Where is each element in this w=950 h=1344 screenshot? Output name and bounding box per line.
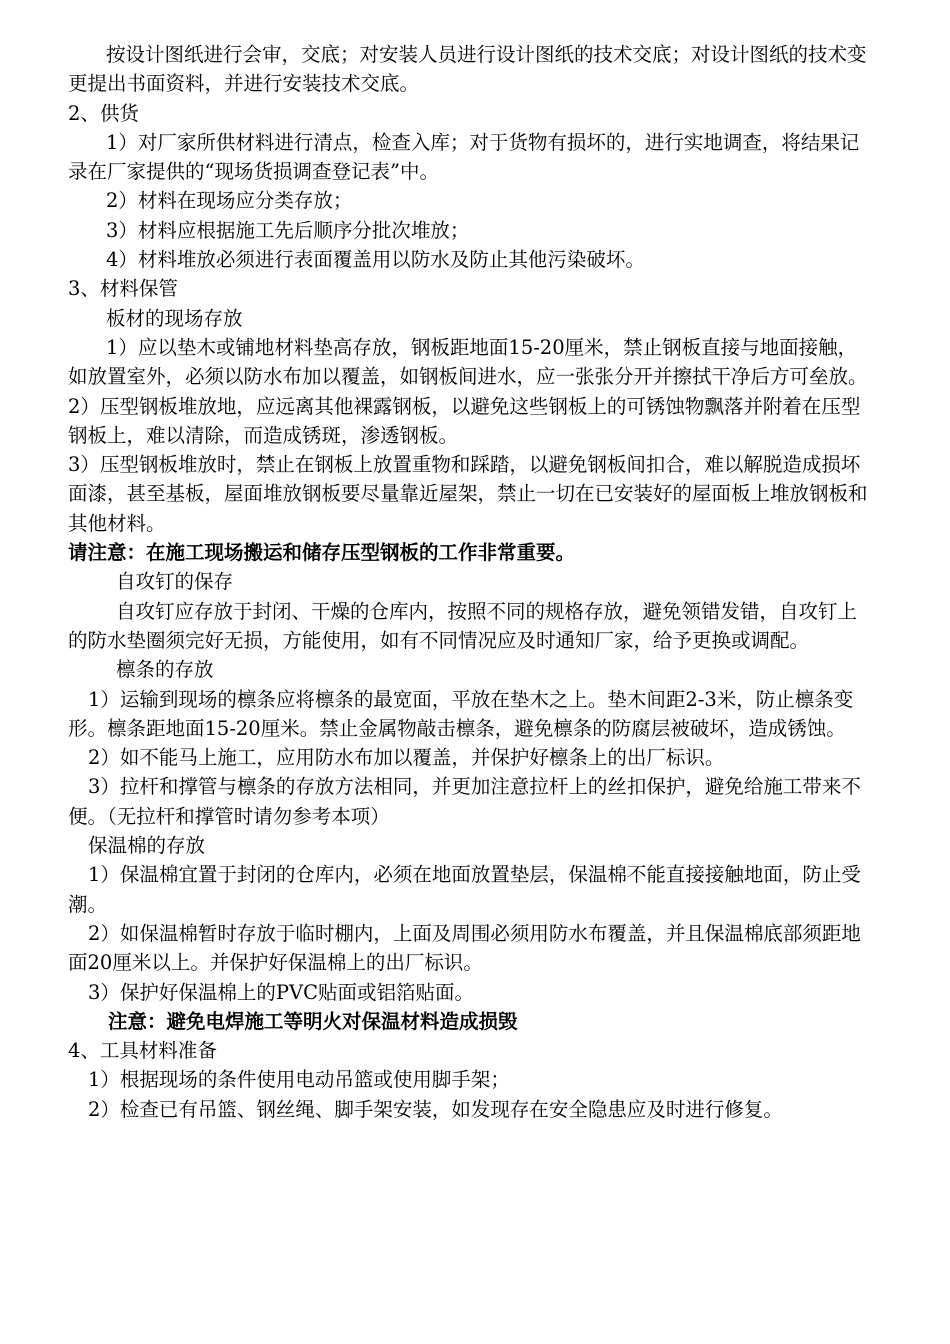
subheading-board: 板材的现场存放 bbox=[106, 306, 243, 330]
list-item: 4）材料堆放必须进行表面覆盖用以防水及防止其他污染破坏。 bbox=[106, 248, 645, 272]
list-item: 3）拉杆和撑管与檩条的存放方法相同，并更加注意拉杆上的丝扣保护，避免给施工带来不便。（无拉杆和撑管时请勿参考本项） bbox=[68, 775, 861, 828]
list-item: 1）保温棉宜置于封闭的仓库内，必须在地面放置垫层，保温棉不能直接接触地面，防止受潮。 bbox=[68, 863, 861, 916]
list-item: 1）对厂家所供材料进行清点，检查入库；对于货物有损坏的，进行实地调查，将结果记录在厂家提供的“现场货损调查登记表”中。 bbox=[68, 130, 860, 184]
list-item: 3）材料应根据施工先后顺序分批次堆放； bbox=[106, 218, 470, 242]
section-heading-storage: 3、材料保管 bbox=[68, 277, 178, 301]
list-item: 2）材料在现场应分类存放； bbox=[106, 189, 353, 213]
document-page bbox=[68, 40, 874, 1124]
subheading-purlin: 檩条的存放 bbox=[116, 658, 214, 682]
intro-paragraph: 按设计图纸进行会审，交底；对安装人员进行设计图纸的技术交底；对设计图纸的技术变更提出书面资料，并进行安装技术交底。 bbox=[68, 43, 867, 96]
list-item: 3）保护好保温棉上的PVC贴面或铝箔贴面。 bbox=[88, 980, 475, 1004]
list-item: 2）如保温棉暂时存放于临时棚内，上面及周围必须用防水布覆盖，并且保温棉底部须距地面20厘米以上。并保护好保温棉上的出厂标识。 bbox=[68, 921, 861, 975]
subheading-screw: 自攻钉的保存 bbox=[116, 570, 234, 594]
board-note: 请注意：在施工现场搬运和储存压型钢板的工作非常重要。 bbox=[68, 541, 576, 565]
list-item: 1）应以垫木或铺地材料垫高存放，钢板距地面15-20厘米，禁止钢板直接与地面接触，如放置室外，必须以防水布加以覆盖，如钢板间进水，应一张张分开并擦拭干净后方可垒放。 bbox=[68, 335, 868, 389]
list-item: 2）检查已有吊篮、钢丝绳、脚手架安装，如发现存在安全隐患应及时进行修复。 bbox=[88, 1097, 783, 1121]
section-heading-tools: 4、工具材料准备 bbox=[68, 1039, 217, 1063]
insulation-note: 注意：避免电焊施工等明火对保温材料造成损毁 bbox=[108, 1009, 518, 1033]
section-heading-supply: 2、供货 bbox=[68, 101, 139, 125]
list-item: 1）根据现场的条件使用电动吊篮或使用脚手架； bbox=[88, 1068, 510, 1092]
list-item: 1）运输到现场的檩条应将檩条的最宽面，平放在垫木之上。垫木间距2-3米，防止檩条变形。檩条距地面15-20厘米。禁止金属物敲击檩条，避免檩条的防腐层被破坏，造成锈蚀。 bbox=[68, 687, 854, 740]
screw-paragraph: 自攻钉应存放于封闭、干燥的仓库内，按照不同的规格存放，避免领错发错，自攻钉上的防水垫圈须完好无损，方能使用，如有不同情况应及时通知厂家，给予更换或调配。 bbox=[68, 599, 858, 652]
list-item: 2）压型钢板堆放地，应远离其他裸露钢板，以避免这些钢板上的可锈蚀物飘落并附着在压型钢板上，难以清除，而造成锈斑，渗透钢板。 bbox=[68, 394, 861, 447]
subheading-insulation: 保温棉的存放 bbox=[88, 834, 206, 858]
list-item: 2）如不能马上施工，应用防水布加以覆盖，并保护好檩条上的出厂标识。 bbox=[88, 746, 725, 770]
list-item: 3）压型钢板堆放时，禁止在钢板上放置重物和踩踏，以避免钢板间扣合，难以解脱造成损坏面漆，甚至基板，屋面堆放钢板要尽量靠近屋架，禁止一切在已安装好的屋面板上堆放钢板和其他材料。 bbox=[68, 453, 868, 535]
